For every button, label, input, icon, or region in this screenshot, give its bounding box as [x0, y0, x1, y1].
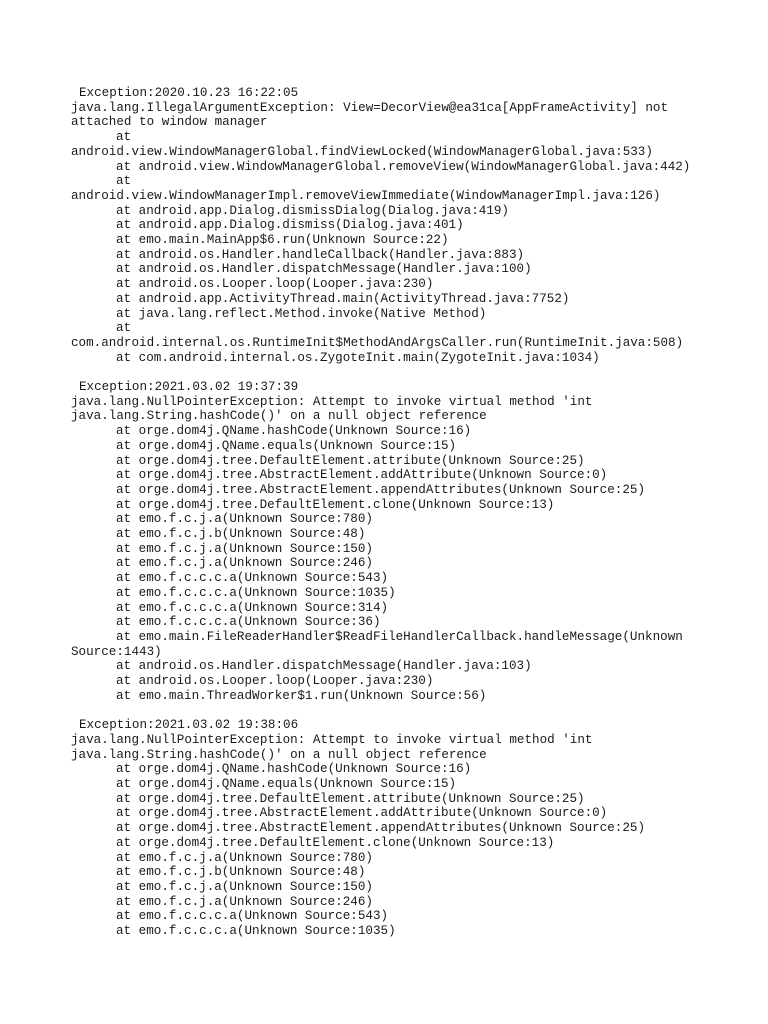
stack-frame-line: at emo.f.c.c.c.a(Unknown Source:314) — [116, 600, 389, 615]
stack-frame-line: at android.os.Looper.loop(Looper.java:230) — [116, 674, 434, 689]
stack-trace — [71, 130, 761, 365]
stack-frame-line: at orge.dom4j.tree.DefaultElement.clone(Unknown Source:13) — [116, 497, 555, 512]
stack-frame-line: at emo.main.MainApp$6.run(Unknown Source:22) — [116, 233, 449, 248]
stack-frame-line: at android.os.Handler.dispatchMessage(Handler.java:100) — [116, 262, 532, 277]
stack-frame-line: Source:1443) — [71, 644, 162, 659]
stack-frame-line: at emo.f.c.j.a(Unknown Source:246) — [116, 894, 373, 909]
stack-frame-line: at emo.f.c.j.b(Unknown Source:48) — [116, 865, 366, 880]
stack-frame-line: at — [116, 321, 132, 336]
stack-frame-line: at java.lang.reflect.Method.invoke(Native Method) — [116, 306, 487, 321]
stack-frame-line: at emo.main.ThreadWorker$1.run(Unknown Source:56) — [116, 688, 487, 703]
stack-frame-line: at android.app.Dialog.dismiss(Dialog.java:401) — [116, 218, 464, 233]
stack-frame-line: at orge.dom4j.tree.AbstractElement.appendAttributes(Unknown Source:25) — [116, 482, 646, 497]
exception-entry — [71, 718, 761, 939]
stack-frame-line: at android.os.Handler.handleCallback(Handler.java:883) — [116, 247, 525, 262]
stack-frame-line: at orge.dom4j.tree.DefaultElement.clone(Unknown Source:13) — [116, 835, 555, 850]
stack-frame-line: android.view.WindowManagerImpl.removeViewImmediate(WindowManagerImpl.java:126) — [71, 188, 661, 203]
stack-frame-line: at orge.dom4j.tree.AbstractElement.addAttribute(Unknown Source:0) — [116, 806, 608, 821]
stack-frame-line: at orge.dom4j.QName.equals(Unknown Source:15) — [116, 438, 457, 453]
stack-frame-line: at emo.f.c.j.a(Unknown Source:780) — [116, 850, 373, 865]
stack-frame-line: at android.app.Dialog.dismissDialog(Dialog.java:419) — [116, 203, 509, 218]
exception-header: Exception:2021.03.02 19:37:39 — [79, 380, 299, 395]
stack-frame-line: at emo.f.c.c.c.a(Unknown Source:1035) — [116, 585, 396, 600]
exception-header: Exception:2021.03.02 19:38:06 — [79, 718, 299, 733]
stack-frame-line: at emo.f.c.j.a(Unknown Source:150) — [116, 879, 373, 894]
stack-frame-line: at android.os.Handler.dispatchMessage(Handler.java:103) — [116, 659, 532, 674]
stack-frame-line: at — [116, 174, 132, 189]
exception-message: java.lang.IllegalArgumentException: View=DecorView@ea31ca[AppFrameActivity] not attached to window manager — [71, 100, 669, 130]
exception-message: java.lang.NullPointerException: Attempt to invoke virtual method 'int java.lang.String.hashCode()' on a null object reference — [71, 732, 593, 762]
stack-frame-line: at emo.f.c.j.a(Unknown Source:246) — [116, 556, 373, 571]
exception-entry — [71, 86, 761, 365]
stack-frame-line: at orge.dom4j.tree.AbstractElement.addAttribute(Unknown Source:0) — [116, 468, 608, 483]
stack-frame-line: at emo.f.c.c.c.a(Unknown Source:36) — [116, 615, 381, 630]
stack-frame-line: at emo.f.c.j.a(Unknown Source:780) — [116, 512, 373, 527]
stack-frame-line: at orge.dom4j.QName.hashCode(Unknown Source:16) — [116, 424, 472, 439]
stack-frame-line: at emo.f.c.c.c.a(Unknown Source:1035) — [116, 924, 396, 939]
stack-frame-line: at orge.dom4j.tree.DefaultElement.attribute(Unknown Source:25) — [116, 791, 585, 806]
exception-header: Exception:2020.10.23 16:22:05 — [79, 86, 299, 100]
stack-frame-line: at orge.dom4j.QName.hashCode(Unknown Source:16) — [116, 762, 472, 777]
stack-trace — [71, 424, 761, 703]
exception-entry — [71, 380, 761, 703]
stack-trace — [71, 762, 761, 938]
stack-frame-line: at — [116, 130, 132, 145]
stack-frame-line: at emo.main.FileReaderHandler$ReadFileHandlerCallback.handleMessage(Unknown — [116, 630, 683, 644]
exception-message: java.lang.NullPointerException: Attempt to invoke virtual method 'int java.lang.String.hashCode()' on a null object reference — [71, 394, 593, 424]
stack-frame-line: at emo.f.c.c.c.a(Unknown Source:543) — [116, 571, 389, 586]
stack-frame-line: at orge.dom4j.QName.equals(Unknown Source:15) — [116, 777, 457, 792]
stack-frame-line: at emo.f.c.j.a(Unknown Source:150) — [116, 541, 373, 556]
stack-frame-line: android.view.WindowManagerGlobal.findViewLocked(WindowManagerGlobal.java:533) — [71, 144, 653, 159]
exception-log — [71, 86, 761, 953]
stack-frame-line: at android.os.Looper.loop(Looper.java:230) — [116, 277, 434, 292]
stack-frame-line: at emo.f.c.j.b(Unknown Source:48) — [116, 527, 366, 542]
stack-frame-line: com.android.internal.os.RuntimeInit$MethodAndArgsCaller.run(RuntimeInit.java:508) — [71, 335, 684, 350]
stack-frame-line: at android.view.WindowManagerGlobal.removeView(WindowManagerGlobal.java:442) — [116, 159, 691, 174]
stack-frame-line: at orge.dom4j.tree.DefaultElement.attribute(Unknown Source:25) — [116, 453, 585, 468]
stack-frame-line: at emo.f.c.c.c.a(Unknown Source:543) — [116, 909, 389, 924]
stack-frame-line: at com.android.internal.os.ZygoteInit.main(ZygoteInit.java:1034) — [116, 350, 600, 365]
stack-frame-line: at android.app.ActivityThread.main(ActivityThread.java:7752) — [116, 291, 570, 306]
stack-frame-line: at orge.dom4j.tree.AbstractElement.appendAttributes(Unknown Source:25) — [116, 821, 646, 836]
